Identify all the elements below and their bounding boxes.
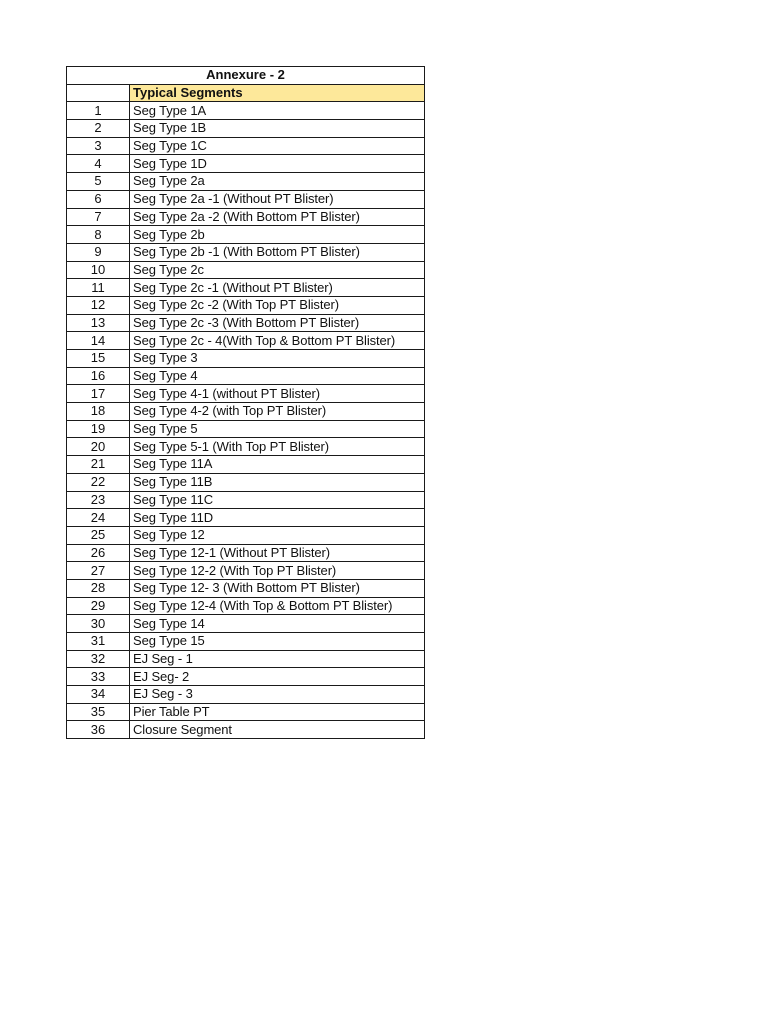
segment-name: Seg Type 2b — [130, 226, 425, 244]
segment-name: Seg Type 14 — [130, 615, 425, 633]
row-number: 9 — [67, 243, 130, 261]
segment-name: Seg Type 2c -2 (With Top PT Blister) — [130, 296, 425, 314]
segment-name: Seg Type 1A — [130, 102, 425, 120]
segment-name: Seg Type 2c — [130, 261, 425, 279]
table-row — [67, 350, 425, 368]
table-row — [67, 279, 425, 297]
table-row — [67, 597, 425, 615]
table-row — [67, 314, 425, 332]
row-number: 19 — [67, 420, 130, 438]
row-number: 3 — [67, 137, 130, 155]
table-row — [67, 367, 425, 385]
row-number: 36 — [67, 721, 130, 739]
header-row — [67, 84, 425, 102]
row-number: 13 — [67, 314, 130, 332]
row-number: 7 — [67, 208, 130, 226]
row-number: 8 — [67, 226, 130, 244]
row-number: 25 — [67, 526, 130, 544]
table-row — [67, 243, 425, 261]
table-row — [67, 491, 425, 509]
table-row — [67, 615, 425, 633]
segment-name: EJ Seg - 3 — [130, 686, 425, 704]
row-number: 31 — [67, 633, 130, 651]
row-number: 2 — [67, 120, 130, 138]
table-row — [67, 650, 425, 668]
header-number-cell — [67, 84, 130, 102]
row-number: 10 — [67, 261, 130, 279]
annexure-table-body — [67, 67, 425, 739]
row-number: 15 — [67, 350, 130, 368]
table-row — [67, 721, 425, 739]
table-row — [67, 544, 425, 562]
segment-name: Seg Type 15 — [130, 633, 425, 651]
row-number: 18 — [67, 403, 130, 421]
table-row — [67, 226, 425, 244]
segment-name: Pier Table PT — [130, 703, 425, 721]
row-number: 30 — [67, 615, 130, 633]
segment-name: EJ Seg- 2 — [130, 668, 425, 686]
row-number: 1 — [67, 102, 130, 120]
table-row — [67, 102, 425, 120]
segment-name: Seg Type 1B — [130, 120, 425, 138]
table-row — [67, 562, 425, 580]
table-row — [67, 473, 425, 491]
row-number: 23 — [67, 491, 130, 509]
row-number: 32 — [67, 650, 130, 668]
segment-name: Seg Type 5-1 (With Top PT Blister) — [130, 438, 425, 456]
table-row — [67, 668, 425, 686]
table-row — [67, 579, 425, 597]
row-number: 12 — [67, 296, 130, 314]
segment-name: Seg Type 2a -1 (Without PT Blister) — [130, 190, 425, 208]
row-number: 14 — [67, 332, 130, 350]
table-row — [67, 296, 425, 314]
segment-name: Seg Type 1D — [130, 155, 425, 173]
row-number: 26 — [67, 544, 130, 562]
segment-name: Seg Type 2b -1 (With Bottom PT Blister) — [130, 243, 425, 261]
segment-name: Seg Type 2a — [130, 173, 425, 191]
segment-name: Closure Segment — [130, 721, 425, 739]
row-number: 16 — [67, 367, 130, 385]
table-row — [67, 261, 425, 279]
segment-name: Seg Type 2c -3 (With Bottom PT Blister) — [130, 314, 425, 332]
table-row — [67, 403, 425, 421]
row-number: 21 — [67, 456, 130, 474]
table-row — [67, 155, 425, 173]
row-number: 17 — [67, 385, 130, 403]
row-number: 28 — [67, 579, 130, 597]
segment-name: Seg Type 1C — [130, 137, 425, 155]
row-number: 6 — [67, 190, 130, 208]
row-number: 34 — [67, 686, 130, 704]
row-number: 35 — [67, 703, 130, 721]
row-number: 24 — [67, 509, 130, 527]
row-number: 11 — [67, 279, 130, 297]
table-row — [67, 509, 425, 527]
table-row — [67, 438, 425, 456]
table-row — [67, 173, 425, 191]
row-number: 27 — [67, 562, 130, 580]
table-row — [67, 120, 425, 138]
table-row — [67, 332, 425, 350]
segment-name: Seg Type 11A — [130, 456, 425, 474]
row-number: 22 — [67, 473, 130, 491]
segment-name: Seg Type 2c - 4(With Top & Bottom PT Blister) — [130, 332, 425, 350]
table-row — [67, 703, 425, 721]
segment-name: Seg Type 12-2 (With Top PT Blister) — [130, 562, 425, 580]
segment-name: Seg Type 4-2 (with Top PT Blister) — [130, 403, 425, 421]
table-row — [67, 526, 425, 544]
table-row — [67, 420, 425, 438]
segment-name: Seg Type 12-1 (Without PT Blister) — [130, 544, 425, 562]
row-number: 20 — [67, 438, 130, 456]
row-number: 33 — [67, 668, 130, 686]
row-number: 4 — [67, 155, 130, 173]
segment-name: Seg Type 12 — [130, 526, 425, 544]
segment-name: Seg Type 11D — [130, 509, 425, 527]
annexure-table — [66, 66, 425, 739]
segment-name: Seg Type 2a -2 (With Bottom PT Blister) — [130, 208, 425, 226]
segment-name: Seg Type 2c -1 (Without PT Blister) — [130, 279, 425, 297]
table-row — [67, 190, 425, 208]
table-row — [67, 137, 425, 155]
table-row — [67, 385, 425, 403]
title-row — [67, 67, 425, 85]
row-number: 5 — [67, 173, 130, 191]
segment-name: Seg Type 5 — [130, 420, 425, 438]
segment-name: Seg Type 4-1 (without PT Blister) — [130, 385, 425, 403]
row-number: 29 — [67, 597, 130, 615]
segment-name: Seg Type 11B — [130, 473, 425, 491]
table-row — [67, 633, 425, 651]
annexure-title: Annexure - 2 — [67, 67, 425, 85]
segment-name: Seg Type 3 — [130, 350, 425, 368]
segment-name: Seg Type 12- 3 (With Bottom PT Blister) — [130, 579, 425, 597]
typical-segments-header: Typical Segments — [130, 84, 425, 102]
segment-name: EJ Seg - 1 — [130, 650, 425, 668]
table-row — [67, 456, 425, 474]
segment-name: Seg Type 4 — [130, 367, 425, 385]
table-row — [67, 208, 425, 226]
segment-name: Seg Type 12-4 (With Top & Bottom PT Blister) — [130, 597, 425, 615]
segment-name: Seg Type 11C — [130, 491, 425, 509]
table-row — [67, 686, 425, 704]
